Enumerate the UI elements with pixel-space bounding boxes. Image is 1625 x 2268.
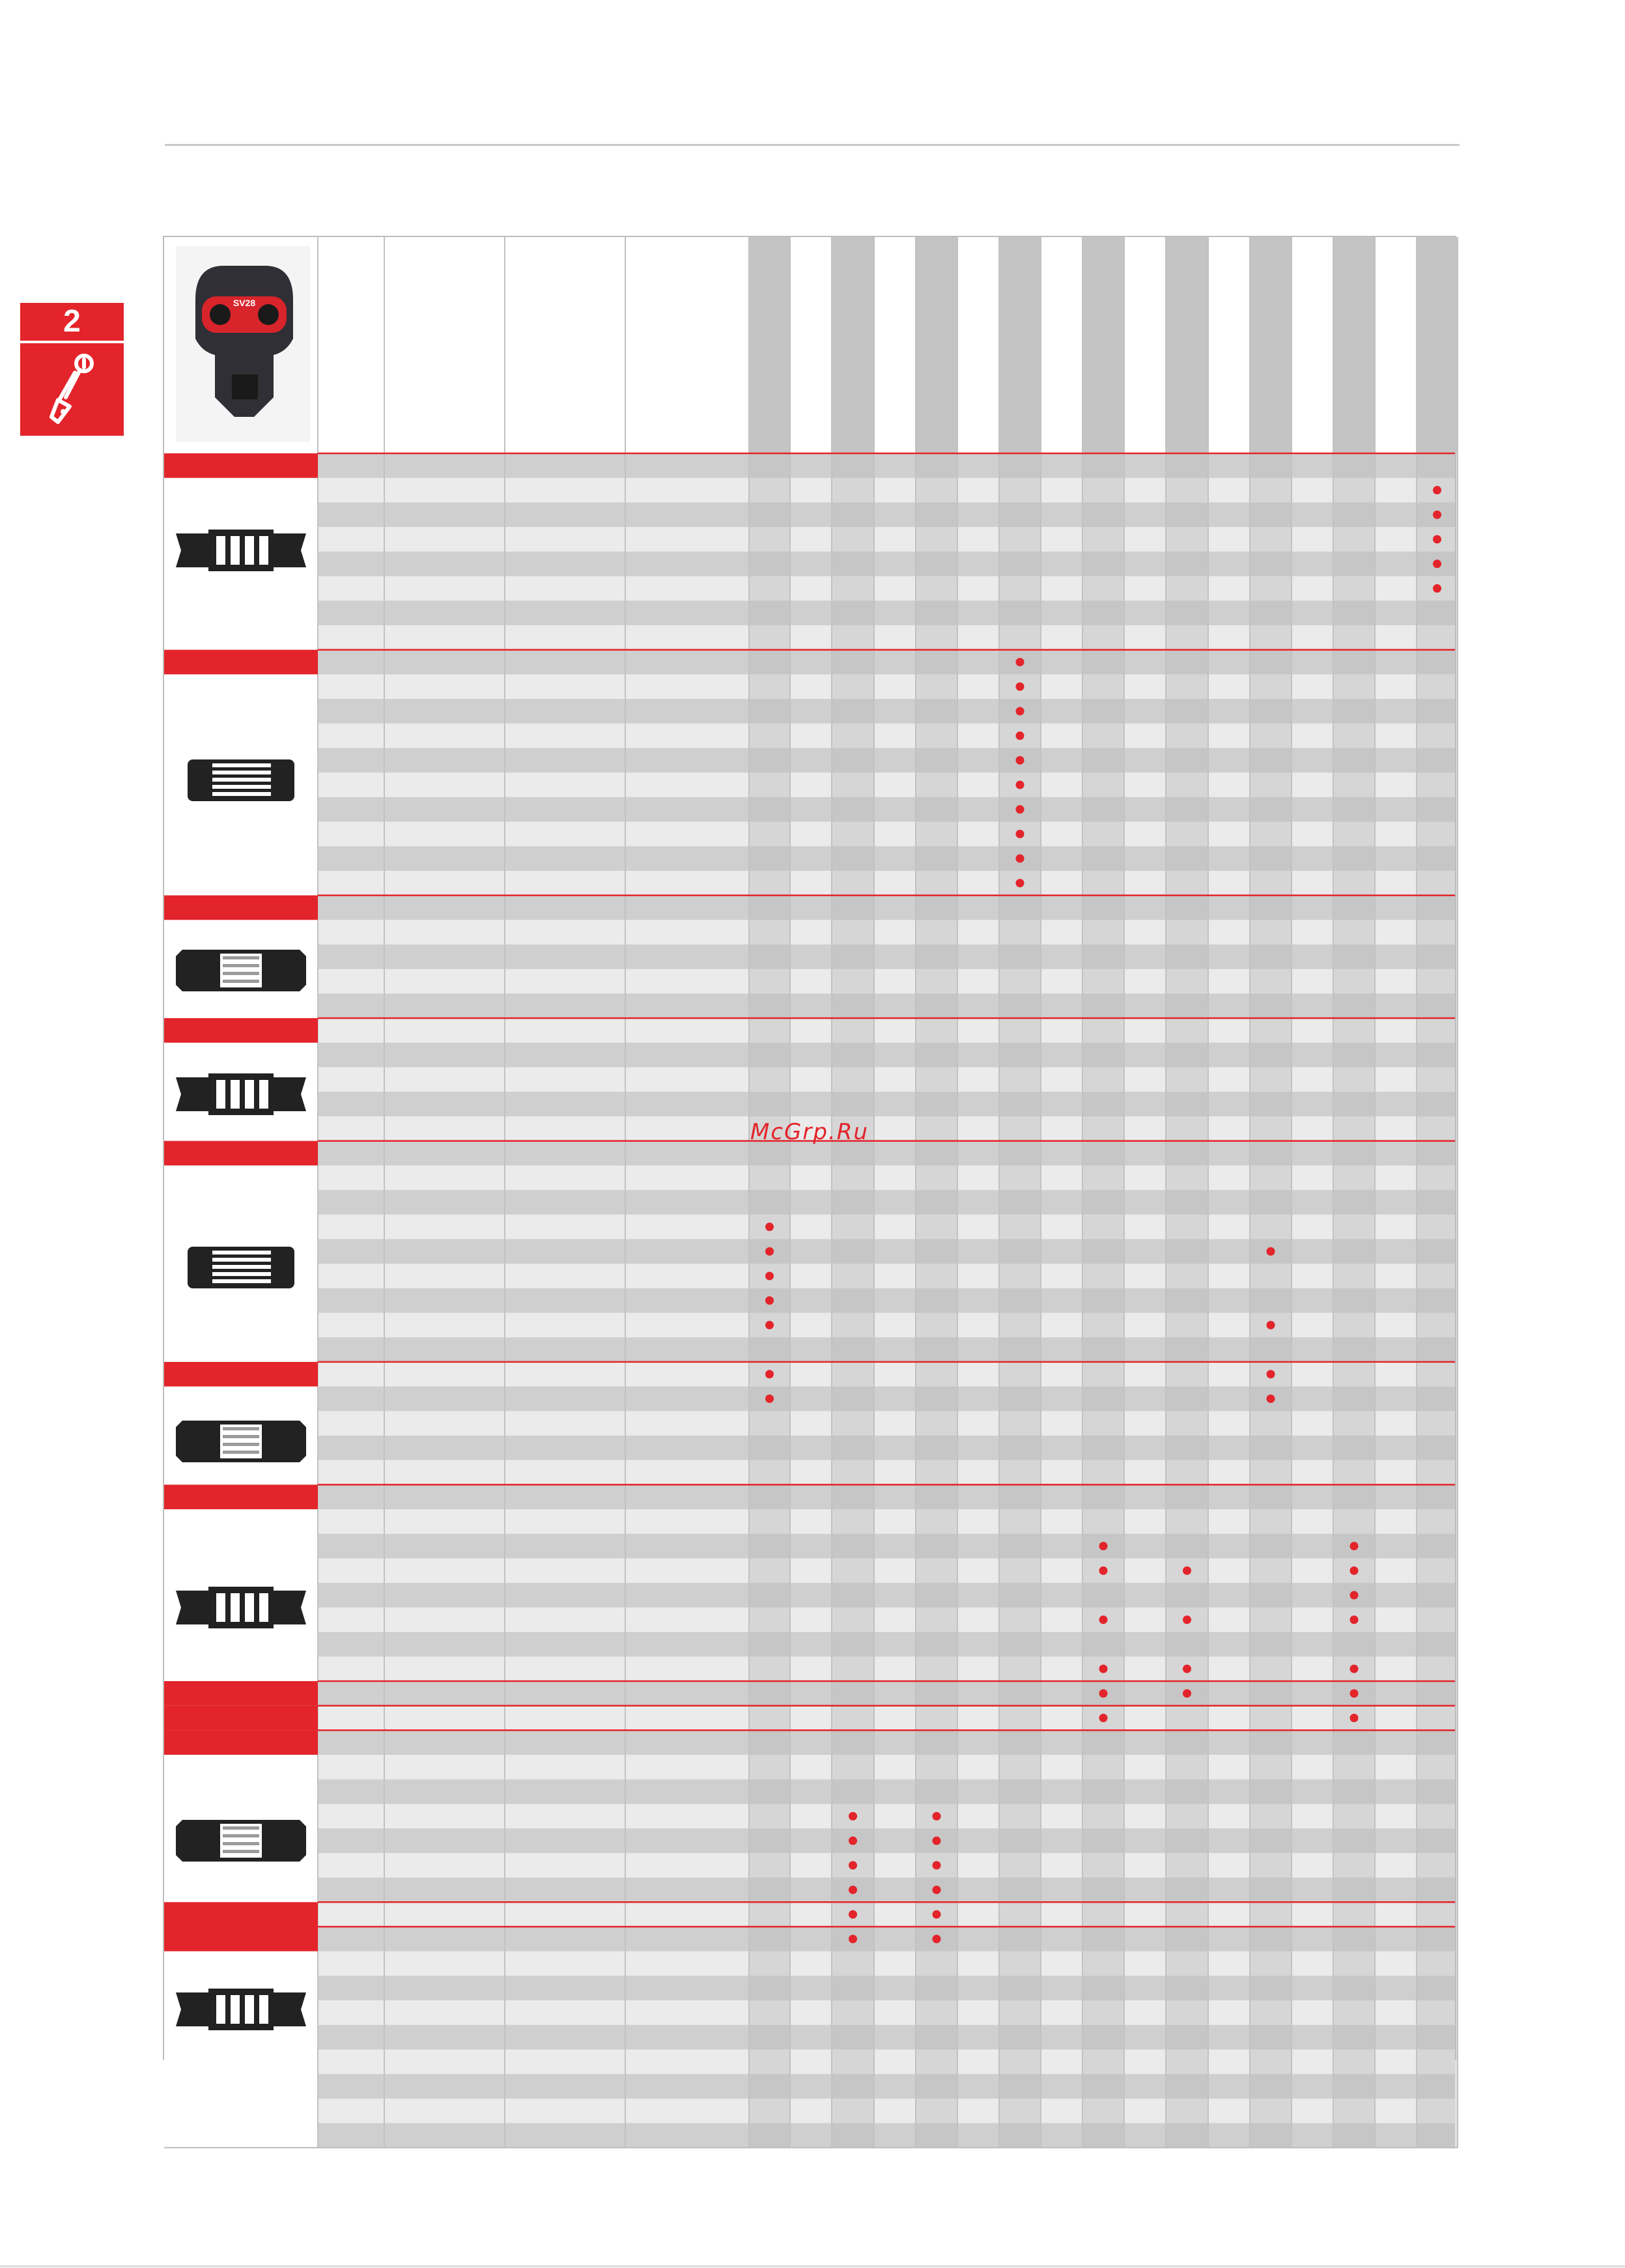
compatibility-dot — [1350, 1542, 1359, 1550]
compatibility-dot — [1350, 1689, 1359, 1697]
body-column-stripe — [1417, 453, 1458, 2148]
compatibility-dot — [849, 1812, 857, 1821]
chapter-number: 2 — [63, 304, 81, 339]
compatibility-dot — [1099, 1689, 1108, 1697]
compatibility-dot — [1267, 1321, 1275, 1329]
compatibility-dot — [1183, 1615, 1191, 1624]
press-jaw-profile-7 — [176, 1587, 306, 1628]
compatibility-dot — [1350, 1615, 1359, 1624]
compatibility-dot — [1016, 780, 1024, 789]
compatibility-dot — [1183, 1665, 1191, 1673]
compatibility-dot — [849, 1935, 857, 1943]
compatibility-dot — [933, 1861, 941, 1869]
header-column-stripe — [1166, 237, 1208, 453]
press-jaw-profile-2 — [188, 759, 294, 801]
body-column-stripe — [1333, 453, 1375, 2148]
compatibility-dot — [1350, 1566, 1359, 1575]
header-column-stripe — [999, 237, 1041, 453]
compatibility-dot — [765, 1296, 774, 1305]
body-column-stripe — [1082, 453, 1124, 2148]
header-column-stripe — [1250, 237, 1292, 453]
compatibility-dot — [1016, 756, 1024, 765]
compatibility-dot — [1016, 855, 1024, 863]
section-label-bar — [164, 1141, 318, 1166]
compatibility-dot — [1267, 1247, 1275, 1256]
section-label-bar — [164, 1018, 318, 1043]
column-stripes — [749, 237, 1458, 2148]
compatibility-dot — [1016, 731, 1024, 740]
compatibility-dot — [1350, 1591, 1359, 1600]
compatibility-dot — [765, 1223, 774, 1231]
compatibility-dot — [1016, 658, 1024, 666]
compatibility-dot — [1267, 1395, 1275, 1403]
press-jaw-photo — [176, 246, 310, 442]
compatibility-dot — [933, 1812, 941, 1821]
compatibility-dot — [1267, 1370, 1275, 1378]
compatibility-dot — [1016, 830, 1024, 838]
header-column-stripe — [1333, 237, 1375, 453]
compatibility-dot — [1433, 486, 1441, 494]
press-jaw-profile-3 — [176, 950, 306, 991]
compatibility-dot — [1016, 707, 1024, 715]
compatibility-dot — [849, 1886, 857, 1894]
header-column-stripe — [749, 237, 790, 453]
compatibility-dot — [765, 1370, 774, 1378]
compatibility-dot — [933, 1935, 941, 1943]
compatibility-dot — [849, 1837, 857, 1845]
compatibility-dot — [765, 1247, 774, 1256]
section-label-bar — [164, 1902, 318, 1927]
compatibility-dot — [1099, 1542, 1108, 1550]
header-image-label: SV28 — [233, 298, 256, 308]
section-label-bar — [164, 1730, 318, 1755]
bottom-rule — [0, 2265, 1625, 2267]
compatibility-dot — [1016, 879, 1024, 887]
section-label-bar — [164, 1706, 318, 1731]
press-jaw-profile-9 — [176, 1989, 306, 2030]
section-label-bar — [164, 1362, 318, 1387]
header-column-stripe — [832, 237, 874, 453]
compatibility-dot — [1433, 584, 1441, 593]
compatibility-dot — [765, 1271, 774, 1280]
compatibility-dot — [849, 1910, 857, 1919]
compatibility-dot — [1016, 683, 1024, 691]
body-column-stripe — [1166, 453, 1208, 2148]
compatibility-dot — [1099, 1714, 1108, 1722]
compatibility-dot — [1099, 1615, 1108, 1624]
compatibility-dot — [849, 1861, 857, 1869]
compatibility-dot — [1350, 1665, 1359, 1673]
press-jaw-profile-1 — [176, 530, 306, 571]
compatibility-dot — [1433, 560, 1441, 568]
compatibility-dot — [1350, 1714, 1359, 1722]
compatibility-dot — [1183, 1689, 1191, 1697]
header-column-stripe — [916, 237, 957, 453]
press-jaw-profile-4 — [176, 1073, 306, 1115]
compatibility-dot — [1433, 511, 1441, 519]
compatibility-dot — [765, 1395, 774, 1403]
compatibility-dot — [765, 1321, 774, 1329]
press-jaw-profile-6 — [176, 1421, 306, 1462]
compatibility-dot — [1183, 1566, 1191, 1575]
compatibility-dot — [1433, 535, 1441, 543]
header-column-stripe — [1417, 237, 1458, 453]
image-column — [164, 453, 318, 2148]
compatibility-dot — [1016, 805, 1024, 814]
section-label-bar — [164, 453, 318, 478]
section-label-bar — [164, 896, 318, 920]
section-label-bar — [164, 1484, 318, 1509]
press-jaw-profile-8 — [176, 1820, 306, 1862]
press-jaw-profile-5 — [188, 1247, 294, 1288]
body-column-stripe — [1250, 453, 1292, 2148]
compatibility-dot — [1099, 1665, 1108, 1673]
section-label-bar — [164, 650, 318, 675]
compatibility-dot — [933, 1910, 941, 1919]
compatibility-dot — [1099, 1566, 1108, 1575]
compatibility-dot — [933, 1886, 941, 1894]
compatibility-dot — [933, 1837, 941, 1845]
header-column-stripe — [1082, 237, 1124, 453]
section-label-bar — [164, 1927, 318, 1951]
watermark: McGrp.Ru — [750, 1119, 869, 1145]
section-label-bar — [164, 1681, 318, 1706]
